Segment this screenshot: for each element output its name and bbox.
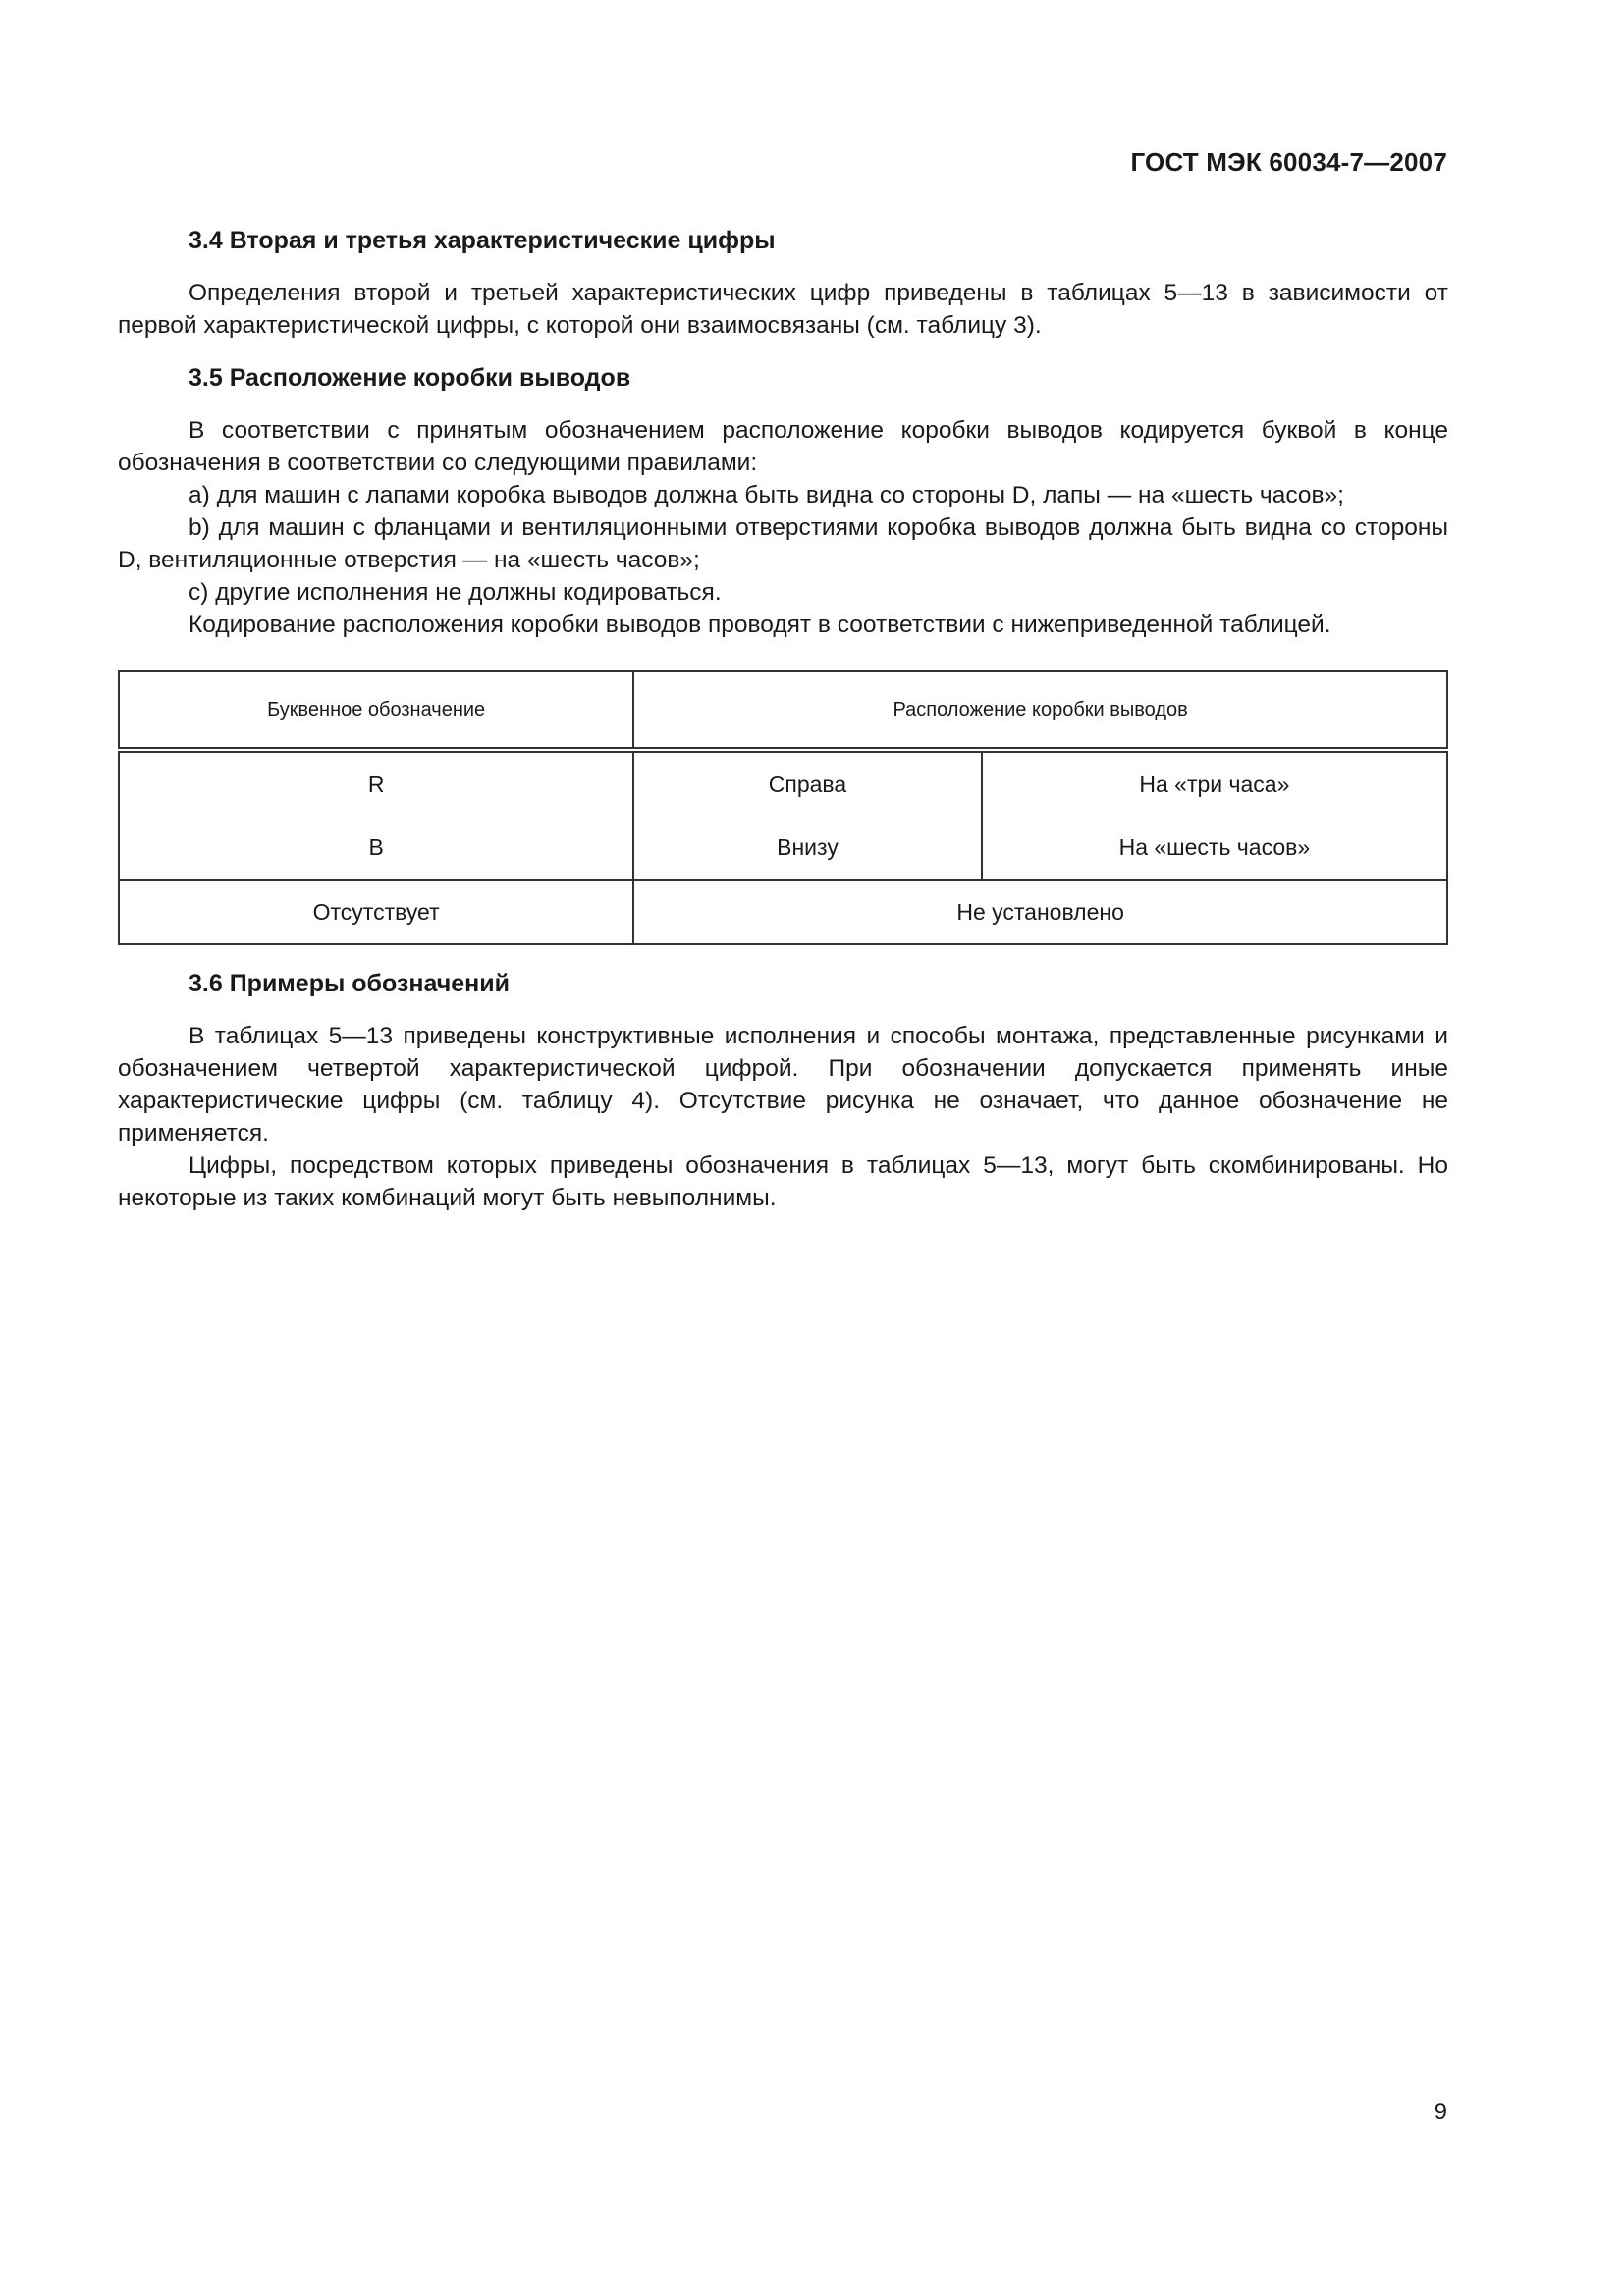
section-3-6-title: 3.6 Примеры обозначений: [189, 970, 510, 997]
section-3-6: [118, 967, 1448, 1214]
section-3-5-title: 3.5 Расположение коробки выводов: [189, 364, 631, 392]
table-cell-side: Внизу: [633, 816, 981, 880]
table-cell-code: R: [119, 750, 633, 816]
section-3-6-paragraph-2: Цифры, посредством которых приведены обозначения в таблицах 5—13, могут быть скомбинированы. Но некоторые из таких комбинаций могут быть невыполнимы.: [118, 1152, 1448, 1211]
table-row: [119, 880, 1447, 944]
table-cell-side: Справа: [633, 750, 981, 816]
document-code-header: ГОСТ МЭК 60034-7—2007: [1130, 147, 1447, 177]
table-cell-clock: На «шесть часов»: [982, 816, 1447, 880]
table-cell-clock: На «три часа»: [982, 750, 1447, 816]
section-3-5-paragraph-1: В соответствии с принятым обозначением расположение коробки выводов кодируется буквой в конце обозначения в соответствии со следующими правилами:: [118, 417, 1448, 476]
section-3-4-paragraph: Определения второй и третьей характеристических цифр приведены в таблицах 5—13 в зависимости от первой характеристической цифры, с которой они взаимосвязаны (см. таблицу 3).: [118, 280, 1448, 339]
table-cell-code: B: [119, 816, 633, 880]
terminal-box-table: [118, 670, 1448, 945]
table-cell-absent-value: Не установлено: [633, 880, 1447, 944]
table-header-letter: Буквенное обозначение: [119, 671, 633, 750]
section-3-5-item-b: b) для машин с фланцами и вентиляционными отверстиями коробка выводов должна быть видна со стороны D, вентиляционные отверстия — на «шесть часов»;: [118, 514, 1448, 573]
section-3-5-paragraph-2: Кодирование расположения коробки выводов проводят в соответствии с нижеприведенной таблицей.: [189, 612, 1331, 638]
table-header-location: Расположение коробки выводов: [633, 671, 1447, 750]
section-3-5-item-a: a) для машин с лапами коробка выводов должна быть видна со стороны D, лапы — на «шесть часов»;: [189, 482, 1344, 508]
table-row: [119, 750, 1447, 816]
page-number: 9: [1434, 2099, 1447, 2125]
section-3-6-paragraph-1: В таблицах 5—13 приведены конструктивные исполнения и способы монтажа, представленные рисунками и обозначением четвертой характеристической цифрой. При обозначении допускается применять иные характеристические цифры (см. таблицу 4). Отсутствие рисунка не означает, что данное обозначение не применяется.: [118, 1023, 1448, 1147]
page-content: [118, 224, 1448, 1214]
section-3-4-title: 3.4 Вторая и третья характеристические цифры: [189, 227, 776, 254]
section-3-5-item-c: c) другие исполнения не должны кодироваться.: [189, 579, 722, 606]
table-header-row: [119, 671, 1447, 750]
table-cell-absent-code: Отсутствует: [119, 880, 633, 944]
table-row: [119, 816, 1447, 880]
